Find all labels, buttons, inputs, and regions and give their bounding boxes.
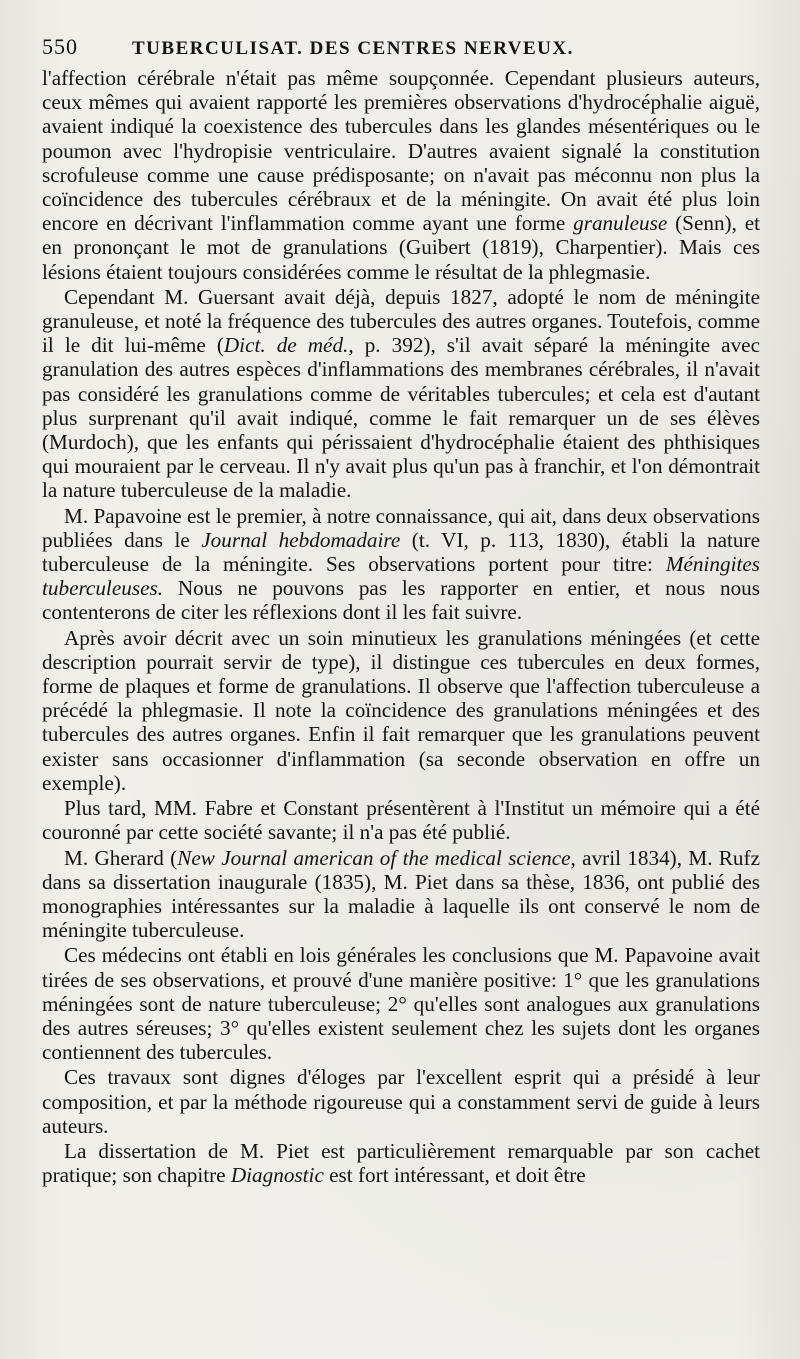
body-text xyxy=(42,66,760,1187)
paragraph xyxy=(42,1065,760,1138)
paragraph xyxy=(42,66,760,284)
text-run: (Senn), et en prononçant le mot de granulations (Guibert (1819), Charpentier). Mais ces lésions étaient toujours considérées comme le résultat de la phlegmasie. xyxy=(42,211,760,284)
italic-run: Diagnostic xyxy=(230,1163,324,1188)
text-run: Ces médecins ont établi en lois générales les conclusions que M. Papavoine avait tirées de ses observations, et prouvé d'une manière positive: 1° que les granulations méningées sont de nature tuberculeuse; 2° qu'elles sont analogues aux granulations des autres séreuses; 3° qu'elles existent seulement chez les sujets dont les organes contiennent des tubercules. xyxy=(42,943,760,1065)
text-run: Ces travaux sont dignes d'éloges par l'excellent esprit qui a présidé à leur composition, et par la méthode rigoureuse qui a constamment servi de guide à leurs auteurs. xyxy=(42,1065,760,1138)
text-run: M. Papavoine est le premier, à notre connaissance, qui ait, dans deux observations publiées dans le xyxy=(42,503,760,552)
text-run: , avril 1834), M. Rufz dans sa dissertation inaugurale (1835), M. Piet dans sa thèse, 1836, ont publié des monographies intéressantes sur la maladie à laquelle ils ont conservé le nom de méningite tuberculeuse. xyxy=(42,845,760,943)
italic-run: Méningites tuberculeuses. xyxy=(42,552,760,601)
text-run: M. Gherard ( xyxy=(64,845,178,870)
paragraph xyxy=(42,796,760,844)
italic-run: Dict. de méd. xyxy=(223,333,349,358)
italic-run: New Journal american of the medical science xyxy=(177,845,571,870)
italic-run: granuleuse xyxy=(573,211,668,236)
text-run: l'affection cérébrale n'était pas même soupçonnée. Cependant plusieurs auteurs, ceux mêmes qui avaient rapporté les premières observations d'hydrocéphalie aiguë, avaient indiqué la coexistence des tubercules dans les glandes mésentériques ou le poumon avec l'hydropisie ventriculaire. D'autres avaient signalé la constitution scrofuleuse comme une cause prédisposante; on n'avait pas méconnu non plus la coïncidence des tubercules cérébraux et de la méningite. On avait été plus loin encore en décrivant l'inflammation comme ayant une forme xyxy=(42,66,760,236)
paragraph xyxy=(42,504,760,625)
italic-run: Journal hebdomadaire xyxy=(201,527,401,552)
page-header xyxy=(42,34,760,66)
text-run: (t. VI, p. 113, 1830), établi la nature tuberculeuse de la méningite. Ses observations portent pour titre: xyxy=(42,527,760,577)
text-run: est fort intéressant, et doit être xyxy=(323,1163,586,1188)
paragraph xyxy=(42,943,760,1064)
paragraph xyxy=(42,846,760,943)
paragraph xyxy=(42,626,760,795)
page-number: 550 xyxy=(42,34,78,59)
paragraph xyxy=(42,285,760,503)
text-run: Après avoir décrit avec un soin minutieux les granulations méningées (et cette description pourrait servir de type), il distingue ces tubercules en deux formes, forme de plaques et forme de granulations. Il observe que l'affection tuberculeuse a précédé la phlegmasie. Il note la coïncidence des granulations méningées et des tubercules des autres organes. Enfin il fait remarquer que les granulations peuvent exister sans occasionner d'inflammation (sa seconde observation en offre un exemple). xyxy=(42,625,760,795)
running-head: TUBERCULISAT. DES CENTRES NERVEUX. xyxy=(132,38,574,59)
text-run: , p. 392), s'il avait séparé la méningite avec granulation des autres espèces d'inflammations des membranes cérébrales, il n'avait pas considéré les granulations comme de véritables tubercules; et cela est d'autant plus surprenant qu'il avait indiqué, comme le fait remarquer un de ses élèves (Murdoch), que les enfants qui périssaient d'hydrocéphalie étaient des phthisiques qui mouraient par le cerveau. Il n'y avait plus qu'un pas à franchir, et l'on démontrait la nature tuberculeuse de la maladie. xyxy=(42,333,760,503)
paragraph xyxy=(42,1139,760,1187)
text-run: Plus tard, MM. Fabre et Constant présentèrent à l'Institut un mémoire qui a été couronné par cette société savante; il n'a pas été publié. xyxy=(42,796,760,845)
text-run: Nous ne pouvons pas les rapporter en entier, et nous nous contenterons de citer les réflexions dont il les fait suivre. xyxy=(42,576,760,625)
text-run: La dissertation de M. Piet est particulièrement remarquable par son cachet pratique; son chapitre xyxy=(42,1138,760,1188)
text-run: Cependant M. Guersant avait déjà, depuis 1827, adopté le nom de méningite granuleuse, et noté la fréquence des tubercules des autres organes. Toutefois, comme il le dit lui-même ( xyxy=(42,284,760,358)
